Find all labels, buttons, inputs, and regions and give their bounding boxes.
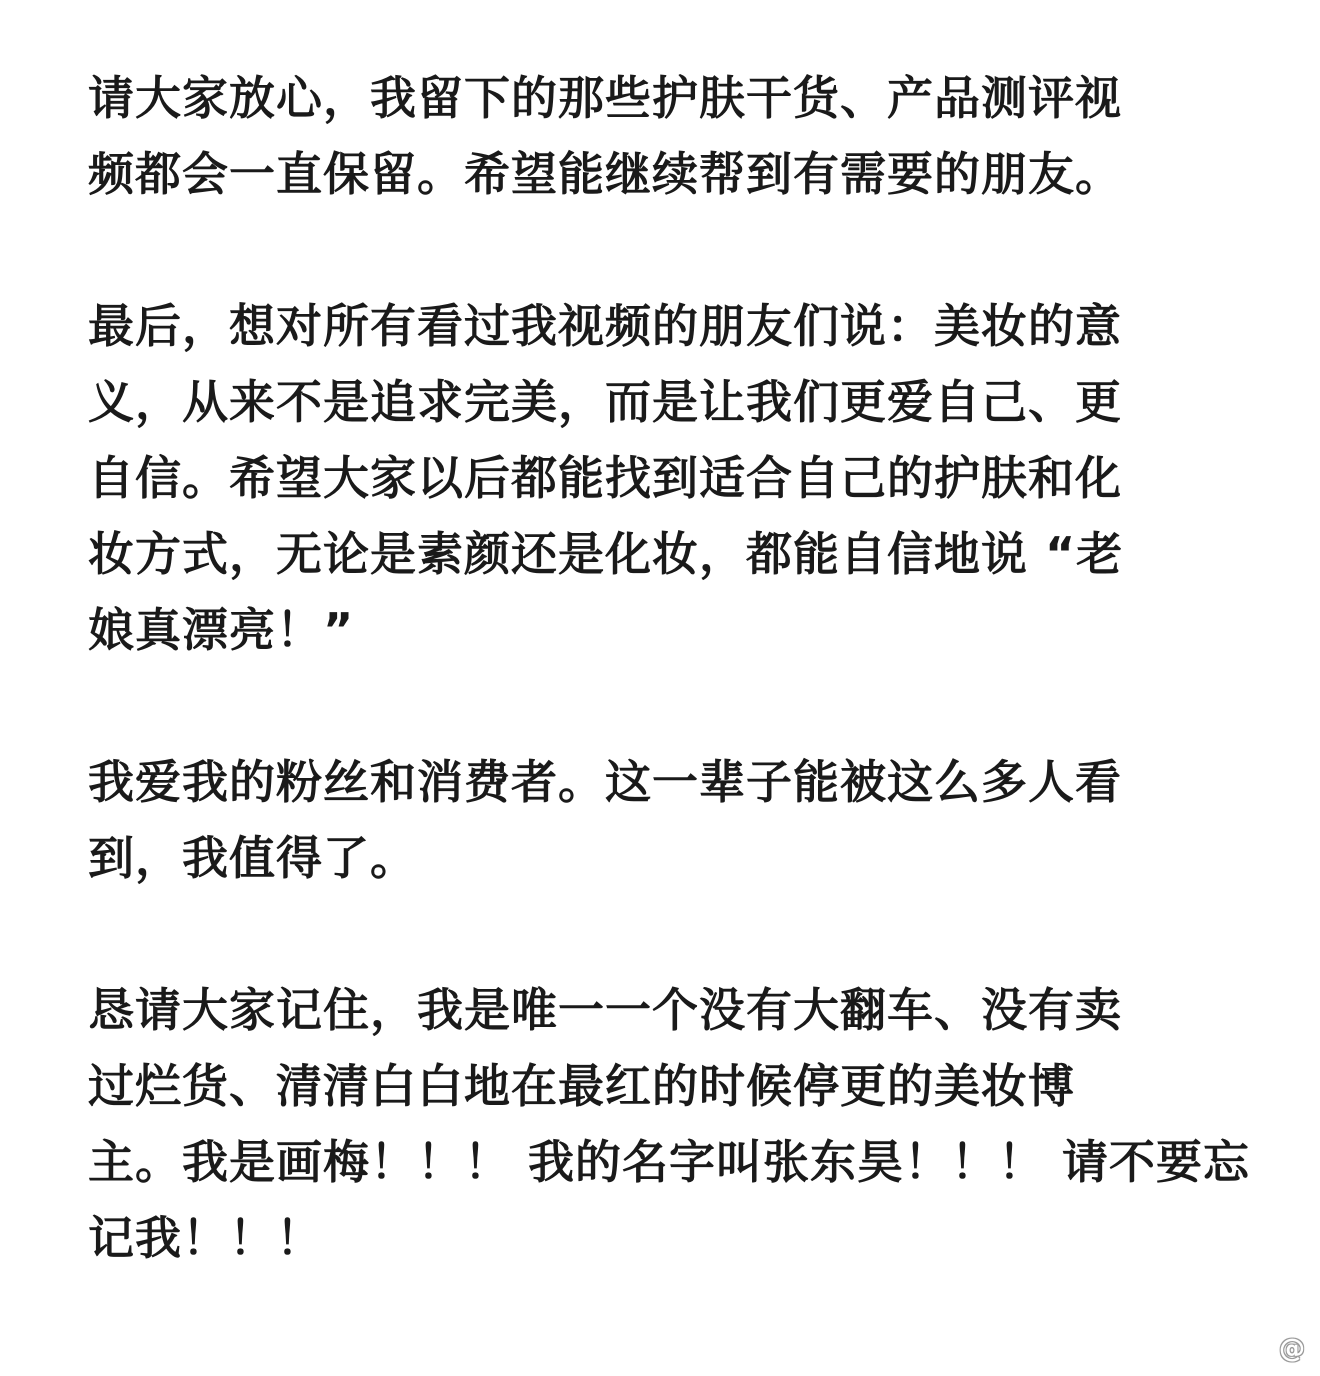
text-line: 主。我是画梅！！！ 我的名字叫张东昊！！！ 请不要忘 <box>88 1135 1251 1189</box>
text-line: 频都会一直保留。希望能继续帮到有需要的朋友。 <box>88 147 1122 201</box>
text-line: 到，我值得了。 <box>88 831 417 885</box>
text-line: 最后，想对所有看过我视频的朋友们说：美妆的意 <box>88 299 1122 353</box>
paragraph-spacer <box>88 668 1228 744</box>
text-line: 娘真漂亮！” <box>88 603 355 657</box>
article-body <box>88 60 1251 1276</box>
text-line: 我爱我的粉丝和消费者。这一辈子能被这么多人看 <box>88 755 1122 809</box>
text-line: 请大家放心，我留下的那些护肤干货、产品测评视 <box>88 71 1122 125</box>
paragraph-spacer <box>88 896 1228 972</box>
paragraph-gratitude <box>88 744 1228 896</box>
paragraph-reassurance <box>88 60 1228 212</box>
text-line: 自信。希望大家以后都能找到适合自己的护肤和化 <box>88 451 1122 505</box>
text-line: 记我！！！ <box>88 1211 323 1265</box>
text-line: 义，从来不是追求完美，而是让我们更爱自己、更 <box>88 375 1122 429</box>
text-line: 恳请大家记住，我是唯一一个没有大翻车、没有卖 <box>88 983 1122 1037</box>
text-line: 妆方式，无论是素颜还是化妆，都能自信地说 “老 <box>88 527 1124 581</box>
text-line: 过烂货、清清白白地在最红的时候停更的美妆博 <box>88 1059 1075 1113</box>
paragraph-message <box>88 288 1228 668</box>
paragraph-farewell <box>88 972 1251 1276</box>
watermark: @ <box>1279 1334 1306 1364</box>
paragraph-spacer <box>88 212 1228 288</box>
